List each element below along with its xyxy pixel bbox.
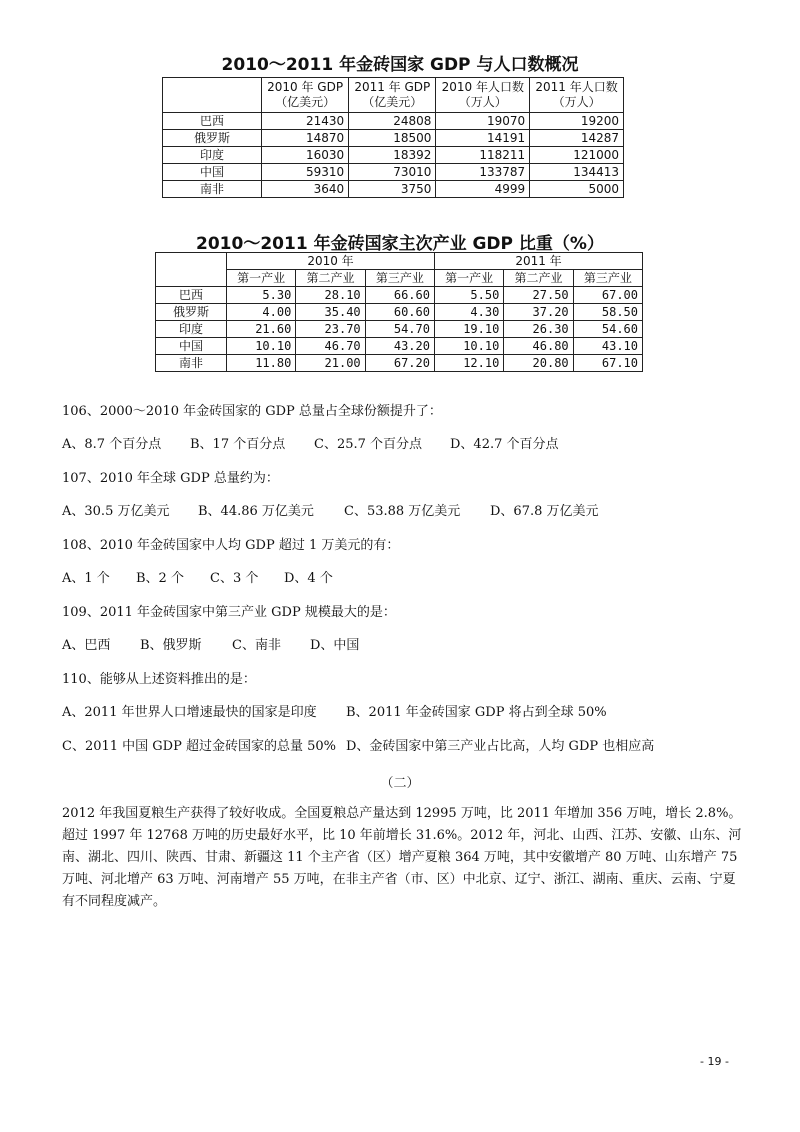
option-d: D、中国 <box>310 638 360 653</box>
industry-header: 第一产业 <box>434 270 503 287</box>
option-b: B、2011 年金砖国家 GDP 将占到全球 50% <box>346 705 607 720</box>
table-cell: 43.10 <box>573 338 642 355</box>
option-a: A、2011 年世界人口增速最快的国家是印度 <box>62 705 317 720</box>
option-d: D、4 个 <box>284 571 333 586</box>
option-d: D、67.8 万亿美元 <box>490 504 599 519</box>
option-b: B、17 个百分点 <box>190 437 286 452</box>
table-cell: 4.30 <box>434 304 503 321</box>
row-label: 巴西 <box>163 113 262 130</box>
table-cell: 28.10 <box>296 287 365 304</box>
row-label: 南非 <box>163 181 262 198</box>
industry-header: 第二产业 <box>504 270 573 287</box>
option-b: B、44.86 万亿美元 <box>198 504 314 519</box>
table-cell: 66.60 <box>365 287 434 304</box>
table-row <box>163 147 624 164</box>
table-cell: 24808 <box>349 113 436 130</box>
table-header-row <box>156 270 643 287</box>
table-row <box>156 304 643 321</box>
option-c: C、3 个 <box>210 571 259 586</box>
table-cell: 54.60 <box>573 321 642 338</box>
table-cell: 19070 <box>436 113 530 130</box>
table-cell: 18500 <box>349 130 436 147</box>
question-109-stem: 109、2011 年金砖国家中第三产业 GDP 规模最大的是： <box>62 605 396 620</box>
option-d: D、金砖国家中第三产业占比高，人均 GDP 也相应高 <box>346 739 655 754</box>
table-cell: 43.20 <box>365 338 434 355</box>
table1-title: 2010～2011 年金砖国家 GDP 与人口数概况 <box>221 55 579 75</box>
table2-title: 2010～2011 年金砖国家主次产业 GDP 比重（%） <box>196 234 604 254</box>
table-cell: 67.10 <box>573 355 642 372</box>
page-number: - 19 - <box>700 1055 729 1068</box>
table-cell: 60.60 <box>365 304 434 321</box>
row-label: 印度 <box>156 321 227 338</box>
question-106-options <box>62 436 559 454</box>
table-cell: 21430 <box>262 113 349 130</box>
table-cell: 21.00 <box>296 355 365 372</box>
table-header-row <box>156 253 643 270</box>
table-cell: 46.70 <box>296 338 365 355</box>
section-heading: （二） <box>380 776 420 791</box>
table-cell: 4999 <box>436 181 530 198</box>
table-cell: 20.80 <box>504 355 573 372</box>
table-cell: 4.00 <box>227 304 296 321</box>
table-cell: 133787 <box>436 164 530 181</box>
question-110-stem: 110、能够从上述资料推出的是： <box>62 672 256 687</box>
row-label: 俄罗斯 <box>163 130 262 147</box>
column-header: 2010 年人口数 （万人） <box>436 78 530 113</box>
table-row <box>163 181 624 198</box>
table-cell: 27.50 <box>504 287 573 304</box>
industry-header: 第三产业 <box>573 270 642 287</box>
option-c: C、53.88 万亿美元 <box>344 504 461 519</box>
question-107-stem: 107、2010 年全球 GDP 总量约为： <box>62 471 279 486</box>
industry-header: 第二产业 <box>296 270 365 287</box>
table-cell: 18392 <box>349 147 436 164</box>
table-cell: 11.80 <box>227 355 296 372</box>
table-cell: 14287 <box>530 130 624 147</box>
table-cell: 21.60 <box>227 321 296 338</box>
table-cell: 58.50 <box>573 304 642 321</box>
table-cell: 19200 <box>530 113 624 130</box>
table-row <box>163 164 624 181</box>
table-cell: 14191 <box>436 130 530 147</box>
table-corner-cell <box>156 253 227 287</box>
table-cell: 3640 <box>262 181 349 198</box>
option-c: C、2011 中国 GDP 超过金砖国家的总量 50% <box>62 739 337 754</box>
option-a: A、巴西 <box>62 638 111 653</box>
question-108-stem: 108、2010 年金砖国家中人均 GDP 超过 1 万美元的有： <box>62 538 400 553</box>
question-110-options-row2 <box>62 738 654 756</box>
option-c: C、25.7 个百分点 <box>314 437 423 452</box>
industry-header: 第三产业 <box>365 270 434 287</box>
question-107-options <box>62 503 599 521</box>
table-cell: 3750 <box>349 181 436 198</box>
option-a: A、1 个 <box>62 571 110 586</box>
row-label: 南非 <box>156 355 227 372</box>
table-cell: 37.20 <box>504 304 573 321</box>
table-cell: 10.10 <box>434 338 503 355</box>
table-cell: 54.70 <box>365 321 434 338</box>
table-corner-cell <box>163 78 262 113</box>
table-row <box>163 113 624 130</box>
table-cell: 46.80 <box>504 338 573 355</box>
table-cell: 12.10 <box>434 355 503 372</box>
year-header: 2010 年 <box>227 253 435 270</box>
table-row <box>156 338 643 355</box>
column-header: 2010 年 GDP （亿美元） <box>262 78 349 113</box>
option-d: D、42.7 个百分点 <box>450 437 559 452</box>
option-b: B、俄罗斯 <box>140 638 202 653</box>
table-row <box>156 321 643 338</box>
table-cell: 14870 <box>262 130 349 147</box>
table-row <box>156 287 643 304</box>
column-header: 2011 年人口数 （万人） <box>530 78 624 113</box>
column-header: 2011 年 GDP （亿美元） <box>349 78 436 113</box>
table-row <box>163 130 624 147</box>
option-c: C、南非 <box>232 638 281 653</box>
table-cell: 35.40 <box>296 304 365 321</box>
question-106-stem: 106、2000～2010 年金砖国家的 GDP 总量占全球份额提升了： <box>62 404 442 419</box>
table-row <box>156 355 643 372</box>
table-cell: 19.10 <box>434 321 503 338</box>
table-cell: 67.20 <box>365 355 434 372</box>
table-cell: 10.10 <box>227 338 296 355</box>
table-header-row <box>163 78 624 113</box>
industry-header: 第一产业 <box>227 270 296 287</box>
option-a: A、8.7 个百分点 <box>62 437 162 452</box>
table-cell: 134413 <box>530 164 624 181</box>
table-cell: 118211 <box>436 147 530 164</box>
question-109-options <box>62 637 359 655</box>
row-label: 中国 <box>163 164 262 181</box>
question-110-options-row1 <box>62 704 607 722</box>
table-cell: 59310 <box>262 164 349 181</box>
industry-share-table <box>155 252 643 372</box>
row-label: 巴西 <box>156 287 227 304</box>
option-a: A、30.5 万亿美元 <box>62 504 170 519</box>
question-108-options <box>62 570 333 588</box>
option-b: B、2 个 <box>136 571 184 586</box>
row-label: 俄罗斯 <box>156 304 227 321</box>
year-header: 2011 年 <box>434 253 642 270</box>
material-paragraph: 2012 年我国夏粮生产获得了较好收成。全国夏粮总产量达到 12995 万吨，比 2011 年增加 356 万吨，增长 2.8%。超过 1997 年 12768 万吨的历史最好水平，比 10 年前增长 31.6%。2012 年，河北、山西、江苏、安徽、山东、河南、湖北、四川、陕西、甘肃、新疆这 11 个主产省（区）增产夏粮 364 万吨，其中安徽增产 80 万吨、山东增产 75 万吨、河北增产 63 万吨、河南增产 55 万吨，在非主产省（市、区）中北京、辽宁、浙江、湖南、重庆、云南、宁夏有不同程度减产。 <box>62 806 742 909</box>
row-label: 印度 <box>163 147 262 164</box>
table-cell: 5.30 <box>227 287 296 304</box>
row-label: 中国 <box>156 338 227 355</box>
table-cell: 23.70 <box>296 321 365 338</box>
table-cell: 67.00 <box>573 287 642 304</box>
table-cell: 73010 <box>349 164 436 181</box>
table-cell: 16030 <box>262 147 349 164</box>
table-cell: 121000 <box>530 147 624 164</box>
table-cell: 26.30 <box>504 321 573 338</box>
table-cell: 5.50 <box>434 287 503 304</box>
gdp-population-table <box>162 77 624 198</box>
table-cell: 5000 <box>530 181 624 198</box>
